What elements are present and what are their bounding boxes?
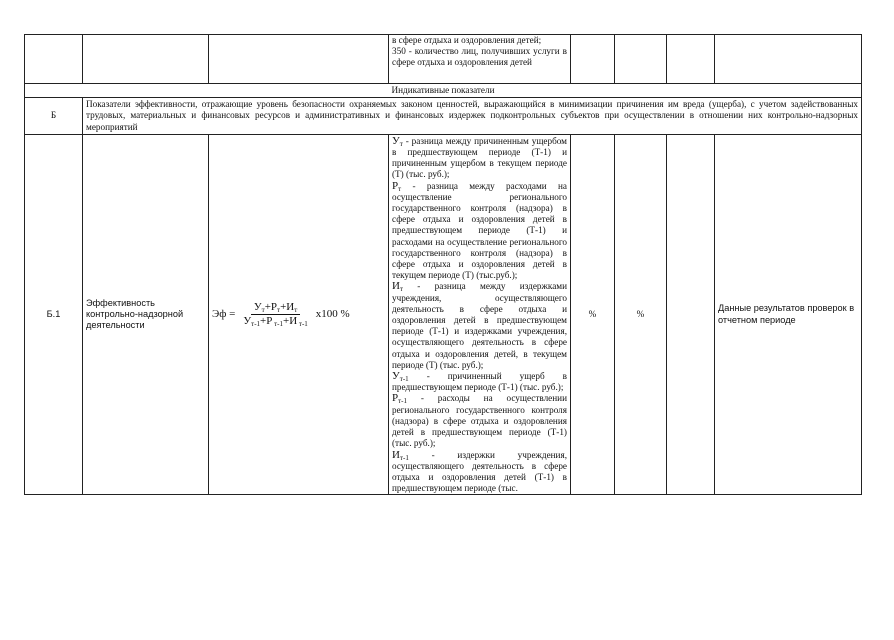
indicators-table: [24, 34, 862, 495]
formula-fraction: [240, 302, 310, 327]
indicator-name: Эффективность контрольно-надзорной деятельности: [83, 134, 209, 495]
formula-multiplier: x100 %: [315, 307, 350, 320]
cell-empty: [667, 134, 715, 495]
section-description: Показатели эффективности, отражающие уровень безопасности охраняемых законом ценностей, выражающийся в минимизации причинения им вреда (ущерба), с учетом задействованных трудовых, материальных и финансовых ресурсов и административных и финансовых издержек подконтрольных субъектов при осуществлении в отношении них контрольно-надзорных мероприятий: [83, 98, 862, 135]
definition-item: $У_{т-1}$ - причиненный ущерб в предшествующем периоде (Т-1) (тыс. руб.);: [392, 370, 567, 393]
definition-item: $И_{т-1}$ - издержки учреждения, осуществляющего деятельность в сфере отдыха и оздоровления детей (Т-1) в предшествующем периоде (тыс.: [392, 448, 567, 494]
cell-description-continuation: [389, 35, 571, 84]
formula-lhs: Эф =: [212, 307, 236, 320]
formula-definitions: [389, 134, 571, 495]
indicator-code: Б.1: [25, 134, 83, 495]
definition-item: $У_т$ - разница между причиненным ущербом в предшествующем периоде (Т-1) и причиненным ущербом в текущем периоде (Т) (тыс. руб.);: [392, 134, 567, 180]
definition-item: $Р_{т-1}$ - расходы на осуществлении регионального государственного контроля (надзора) в сфере отдыха и оздоровления детей в предшествующем периоде (Т-1) (тыс. руб.);: [392, 392, 567, 449]
cell-empty: [715, 35, 862, 84]
formula-numerator: $У_т+Р_т+И_т$: [251, 302, 300, 315]
table-row-header: [25, 84, 862, 98]
description-line: 350 - количество лиц, получивших услуги в сфере отдыха и оздоровления детей: [392, 46, 567, 68]
definition-item: $Р_т$ - разница между расходами на осуществление регионального государственного контроля (надзора) в сфере отдыха и оздоровления детей в предшествующем периоде (Т-1) и расходами на осуществление регионального государственного контроля (надзора) в сфере отдыха и оздоровления детей в текущем периоде (Т) (тыс.руб.);: [392, 179, 567, 281]
section-code: Б: [25, 98, 83, 135]
cell-empty: [209, 35, 389, 84]
table-row-b1: [25, 134, 862, 495]
cell-empty: [615, 35, 667, 84]
description-line: в сфере отдыха и оздоровления детей;: [392, 35, 542, 45]
cell-empty: [667, 35, 715, 84]
definition-item: $И_т$ - разница между издержками учреждения, осуществляющего деятельность в сфере отдыха и оздоровления детей в предшествующем периоде (Т-1) и издержками учреждения, осуществляющего деятельность в сфере отдыха и оздоровления детей, в текущем периоде (Т) (тыс. руб.);: [392, 280, 567, 370]
data-source: Данные результатов проверок в отчетном периоде: [715, 134, 862, 495]
cell-empty: [83, 35, 209, 84]
cell-empty: [25, 35, 83, 84]
table-row-section-b: [25, 98, 862, 135]
formula-denominator: $У_{т-1}+Р$ $_{т-1}$+И $_{т-1}$: [243, 315, 308, 329]
formula: [212, 302, 385, 327]
unit-fact: %: [615, 134, 667, 495]
cell-empty: [571, 35, 615, 84]
indicator-formula: [209, 134, 389, 495]
table-row-continuation: [25, 35, 862, 84]
unit-plan: %: [571, 134, 615, 495]
indicative-indicators-header: Индикативные показатели: [25, 84, 862, 98]
